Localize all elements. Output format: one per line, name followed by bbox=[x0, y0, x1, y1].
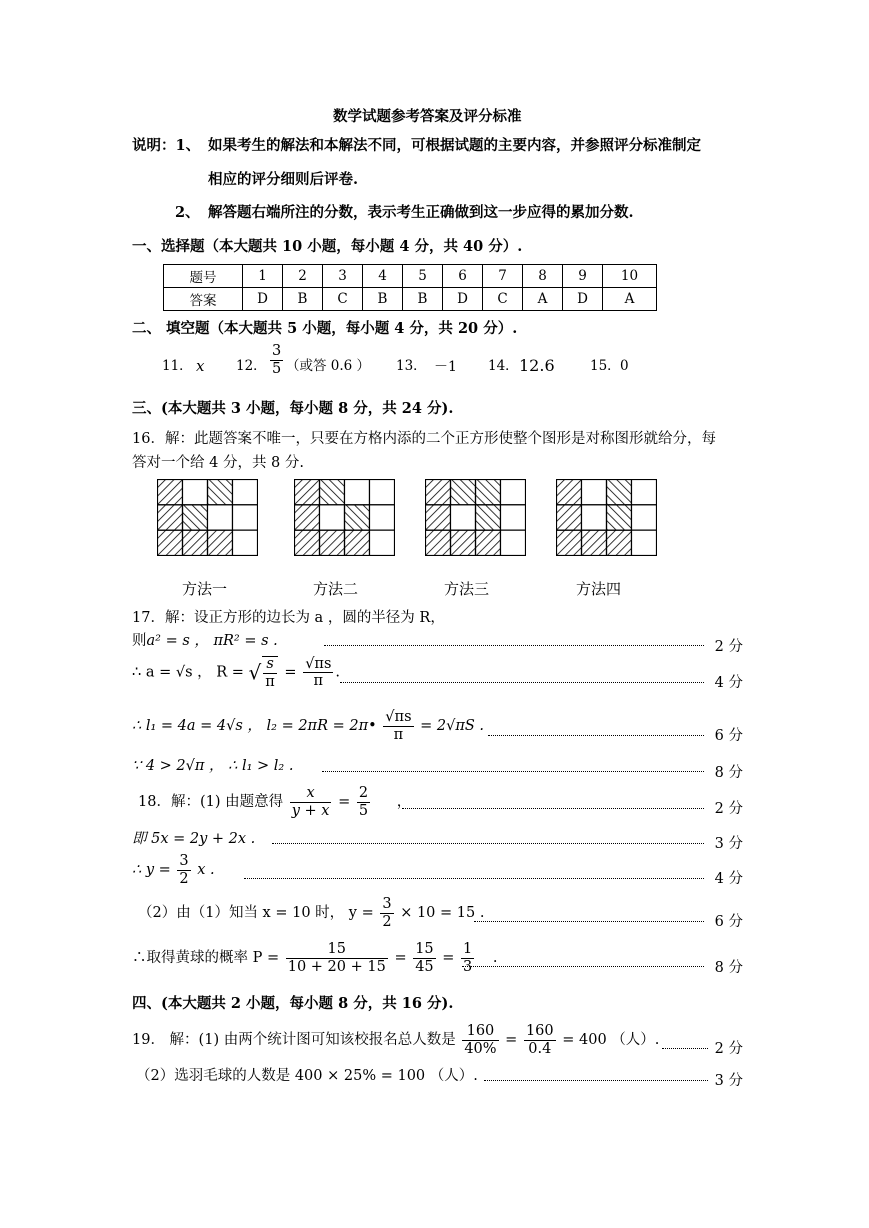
table-cell: 7 bbox=[483, 265, 523, 288]
caption-method-4: 方法四 bbox=[576, 580, 622, 598]
q18-line4-post: × 10 = 15 . bbox=[400, 904, 485, 921]
grid-method-1 bbox=[157, 479, 258, 556]
grid-method-4 bbox=[556, 479, 657, 556]
fraction-numerator: 3 bbox=[179, 853, 189, 869]
blank-cell bbox=[370, 505, 395, 530]
q17-score-2: 4 分 bbox=[714, 675, 743, 691]
hatched-cell bbox=[158, 505, 183, 530]
fraction-numerator: √πs bbox=[385, 709, 412, 725]
q18-line4-prefix: （2）由（1）知当 x = 10 时， y = bbox=[138, 904, 374, 921]
table-cell: C bbox=[323, 288, 363, 311]
q19-fraction-1 bbox=[462, 1024, 498, 1056]
equals: = bbox=[505, 1031, 518, 1048]
equals: = bbox=[442, 949, 455, 966]
table-cell: B bbox=[283, 288, 323, 311]
table-cell: B bbox=[403, 288, 443, 311]
hatched-cell bbox=[345, 530, 370, 555]
q18-line3-post: x . bbox=[197, 861, 215, 878]
table-cell: A bbox=[523, 288, 563, 311]
fraction-denominator: 2 bbox=[382, 913, 392, 930]
q17-line4-b: = 2√πS . bbox=[420, 717, 485, 734]
q18-line5 bbox=[132, 942, 497, 974]
table-cell: D bbox=[563, 288, 603, 311]
dotted-leader bbox=[402, 808, 704, 809]
hatched-cell bbox=[158, 530, 183, 555]
hatched-cell bbox=[345, 505, 370, 530]
q17-score-1: 2 分 bbox=[714, 639, 743, 655]
blank-cell bbox=[501, 480, 526, 505]
q18-line5-prefix: ∴取得黄球的概率 P = bbox=[132, 949, 280, 966]
blank-cell bbox=[451, 505, 476, 530]
fraction-numerator: 3 bbox=[272, 343, 282, 359]
table-cell: 6 bbox=[443, 265, 483, 288]
table-cell: D bbox=[443, 288, 483, 311]
note-label: 说明：1、 bbox=[132, 137, 201, 154]
hatched-cell bbox=[208, 530, 233, 555]
hatched-cell bbox=[582, 530, 607, 555]
fraction-numerator: s bbox=[263, 657, 277, 674]
hatched-cell bbox=[557, 505, 582, 530]
q19-score-1: 2 分 bbox=[714, 1041, 743, 1057]
q18-score-4: 6 分 bbox=[714, 914, 743, 930]
q17-line2-prefix: 则 bbox=[132, 633, 147, 649]
answer-table bbox=[163, 264, 657, 311]
q19-fraction-2 bbox=[524, 1024, 556, 1056]
hatched-cell bbox=[320, 530, 345, 555]
equals: = bbox=[394, 949, 407, 966]
fraction-numerator: 160 bbox=[462, 1024, 498, 1041]
equals: = bbox=[284, 664, 297, 681]
fraction-denominator: 5 bbox=[358, 802, 369, 819]
q17-line2 bbox=[132, 634, 278, 649]
q18-line4-fraction bbox=[380, 897, 393, 929]
q19-line1 bbox=[132, 1024, 659, 1056]
table-cell: B bbox=[363, 288, 403, 311]
fraction-numerator: x bbox=[290, 786, 332, 803]
table-cell: D bbox=[243, 288, 283, 311]
fraction-denominator: 2 bbox=[179, 870, 189, 887]
q18-line1 bbox=[138, 786, 411, 818]
table-cell: C bbox=[483, 288, 523, 311]
blank-cell bbox=[345, 480, 370, 505]
note-item2-num: 2、 bbox=[175, 204, 200, 221]
fraction-numerator: 3 bbox=[382, 896, 392, 912]
fill-a12-fraction bbox=[268, 344, 285, 376]
dotted-leader bbox=[488, 735, 704, 736]
q17-line1: 17．解：设正方形的边长为 a ，圆的半径为 R， bbox=[132, 610, 445, 626]
section1-heading: 一、选择题（本大题共 10 小题，每小题 4 分，共 40 分）. bbox=[132, 238, 523, 255]
q16-line2: 答对一个给 4 分，共 8 分. bbox=[132, 455, 304, 471]
caption-method-1: 方法一 bbox=[182, 580, 228, 598]
equals: = bbox=[338, 793, 351, 810]
hatched-cell bbox=[476, 505, 501, 530]
q18-line3-fraction bbox=[177, 854, 190, 886]
fraction-numerator: 15 bbox=[286, 942, 388, 959]
note-item2: 解答题右端所注的分数，表示考生正确做到这一步应得的累加分数. bbox=[208, 204, 634, 221]
note-line2: 相应的评分细则后评卷. bbox=[208, 171, 359, 188]
blank-cell bbox=[501, 530, 526, 555]
blank-cell bbox=[233, 530, 258, 555]
fraction-numerator: 1 bbox=[463, 941, 473, 957]
blank-cell bbox=[320, 505, 345, 530]
q18-score-3: 4 分 bbox=[714, 871, 743, 887]
sqrt-symbol: √ bbox=[248, 660, 262, 685]
fraction-numerator: 15 bbox=[415, 941, 434, 957]
q17-line4 bbox=[132, 710, 484, 742]
q17-score-3: 6 分 bbox=[714, 728, 743, 744]
q18-score-5: 8 分 bbox=[714, 960, 743, 976]
section3-heading: 三、(本大题共 3 小题，每小题 8 分，共 24 分). bbox=[132, 400, 454, 417]
fraction-numerator: 2 bbox=[358, 785, 369, 801]
blank-cell bbox=[208, 505, 233, 530]
dotted-leader bbox=[340, 682, 704, 683]
fill-q15: 15． bbox=[590, 358, 621, 374]
q18-line3-prefix: ∴ y = bbox=[132, 861, 171, 878]
fill-a11: x bbox=[196, 357, 205, 375]
hatched-cell bbox=[158, 480, 183, 505]
blank-cell bbox=[370, 530, 395, 555]
period: . bbox=[335, 664, 341, 681]
blank-cell bbox=[632, 480, 657, 505]
hatched-cell bbox=[208, 480, 233, 505]
q17-line4-a: ∴ l₁ = 4a = 4√s ， l₂ = 2πR = 2π• bbox=[132, 717, 377, 734]
caption-method-3: 方法三 bbox=[444, 580, 490, 598]
comma: ， bbox=[396, 793, 412, 810]
table-cell: 2 bbox=[283, 265, 323, 288]
fraction-denominator: 5 bbox=[272, 360, 282, 377]
q18-fraction-1-3 bbox=[461, 942, 474, 974]
dotted-leader bbox=[474, 921, 704, 922]
q18-score-2: 3 分 bbox=[714, 836, 743, 852]
q17-sqrt-fraction bbox=[262, 656, 278, 689]
fraction-denominator: 45 bbox=[415, 958, 434, 975]
blank-cell bbox=[582, 480, 607, 505]
hatched-cell bbox=[183, 530, 208, 555]
fill-q13: 13． bbox=[396, 358, 427, 374]
section2-heading: 二、 填空题（本大题共 5 小题，每小题 4 分，共 20 分）. bbox=[132, 320, 518, 337]
section4-heading: 四、(本大题共 2 小题，每小题 8 分，共 16 分). bbox=[132, 995, 454, 1012]
blank-cell bbox=[183, 480, 208, 505]
q18-line3 bbox=[132, 854, 215, 886]
hatched-cell bbox=[426, 530, 451, 555]
hatched-cell bbox=[295, 480, 320, 505]
fill-a14: 12.6 bbox=[519, 356, 555, 375]
blank-cell bbox=[582, 505, 607, 530]
dotted-leader bbox=[244, 878, 704, 879]
blank-cell bbox=[501, 505, 526, 530]
hatched-cell bbox=[557, 530, 582, 555]
table-cell: 4 bbox=[363, 265, 403, 288]
page-title: 数学试题参考答案及评分标准 bbox=[333, 108, 522, 125]
table-cell: 题号 bbox=[164, 265, 243, 288]
q19-score-2: 3 分 bbox=[714, 1073, 743, 1089]
fraction-numerator: √πs bbox=[305, 655, 332, 672]
hatched-cell bbox=[607, 505, 632, 530]
blank-cell bbox=[632, 530, 657, 555]
hatched-cell bbox=[476, 480, 501, 505]
fraction-denominator: 3 bbox=[463, 958, 473, 975]
fill-a13: －1 bbox=[434, 359, 457, 375]
blank-cell bbox=[632, 505, 657, 530]
blank-cell bbox=[233, 480, 258, 505]
q18-line4 bbox=[138, 897, 484, 929]
q17-line2-math: a² = s ， πR² = s . bbox=[146, 633, 278, 649]
caption-method-2: 方法二 bbox=[313, 580, 359, 598]
hatched-cell bbox=[607, 480, 632, 505]
table-cell: 1 bbox=[243, 265, 283, 288]
q17-line3-a: ∴ a = √s ， R = bbox=[132, 664, 244, 681]
dotted-leader bbox=[484, 1080, 708, 1081]
q19-line2: （2）选羽毛球的人数是 400 × 25% = 100 （人）. bbox=[136, 1068, 478, 1084]
fraction-denominator: 0.4 bbox=[528, 1040, 552, 1057]
period: . bbox=[492, 949, 498, 966]
q18-fraction-15-45 bbox=[286, 942, 388, 974]
hatched-cell bbox=[295, 505, 320, 530]
fill-q12: 12． bbox=[236, 358, 267, 374]
blank-cell bbox=[233, 505, 258, 530]
q17-line4-fraction bbox=[383, 710, 413, 742]
fraction-denominator: π bbox=[393, 726, 404, 743]
q18-fraction-2 bbox=[357, 786, 370, 818]
fill-a15: 0 bbox=[620, 358, 629, 374]
hatched-cell bbox=[451, 480, 476, 505]
table-cell: 5 bbox=[403, 265, 443, 288]
hatched-cell bbox=[320, 480, 345, 505]
q17-line3 bbox=[132, 656, 340, 689]
q17-line5: ∵ 4 > 2√π ， ∴ l₁ > l₂ . bbox=[132, 758, 294, 774]
dotted-leader bbox=[324, 645, 704, 646]
fraction-denominator: 40% bbox=[464, 1040, 497, 1057]
table-cell: 8 bbox=[523, 265, 563, 288]
table-cell: 9 bbox=[563, 265, 603, 288]
blank-cell bbox=[370, 480, 395, 505]
table-cell: A bbox=[603, 288, 657, 311]
table-cell: 10 bbox=[603, 265, 657, 288]
q18-line2: 即 5x = 2y + 2x . bbox=[132, 831, 256, 847]
q18-score-1: 2 分 bbox=[714, 801, 743, 817]
dotted-leader bbox=[662, 1048, 708, 1049]
fill-a12-alt: （或答 0.6 ） bbox=[286, 358, 371, 374]
hatched-cell bbox=[451, 530, 476, 555]
hatched-cell bbox=[426, 505, 451, 530]
table-row bbox=[164, 265, 657, 288]
fraction-denominator: y + x bbox=[291, 802, 330, 819]
fill-q11: 11． bbox=[162, 358, 193, 374]
hatched-cell bbox=[557, 480, 582, 505]
fill-q14: 14． bbox=[488, 358, 519, 374]
dotted-leader bbox=[462, 966, 704, 967]
fraction-denominator: 10 + 20 + 15 bbox=[287, 958, 386, 975]
dotted-leader bbox=[272, 843, 704, 844]
q18-fraction-1 bbox=[290, 786, 332, 818]
hatched-cell bbox=[426, 480, 451, 505]
hatched-cell bbox=[607, 530, 632, 555]
q16-line1: 16．解：此题答案不唯一，只要在方格内添的二个正方形使整个图形是对称图形就给分，每 bbox=[132, 431, 716, 447]
q17-fraction bbox=[303, 657, 333, 689]
q18-line1-prefix: 18．解：(1) 由题意得 bbox=[138, 793, 284, 810]
table-cell: 3 bbox=[323, 265, 363, 288]
table-cell: 答案 bbox=[164, 288, 243, 311]
hatched-cell bbox=[183, 505, 208, 530]
hatched-cell bbox=[295, 530, 320, 555]
table-row bbox=[164, 288, 657, 311]
dotted-leader bbox=[322, 771, 704, 772]
note-line1: 如果考生的解法和本解法不同，可根据试题的主要内容，并参照评分标准制定 bbox=[208, 137, 701, 154]
grid-method-2 bbox=[294, 479, 395, 556]
q18-fraction-15-over-45 bbox=[413, 942, 435, 974]
fraction-numerator: 160 bbox=[525, 1023, 554, 1039]
q19-line1-prefix: 19． 解：(1) 由两个统计图可知该校报名总人数是 bbox=[132, 1031, 456, 1048]
fraction-denominator: π bbox=[265, 673, 275, 690]
q17-score-4: 8 分 bbox=[714, 765, 743, 781]
q19-line1-post: = 400 （人）. bbox=[562, 1031, 660, 1048]
hatched-cell bbox=[476, 530, 501, 555]
fraction-denominator: π bbox=[313, 673, 324, 689]
grid-method-3 bbox=[425, 479, 526, 556]
